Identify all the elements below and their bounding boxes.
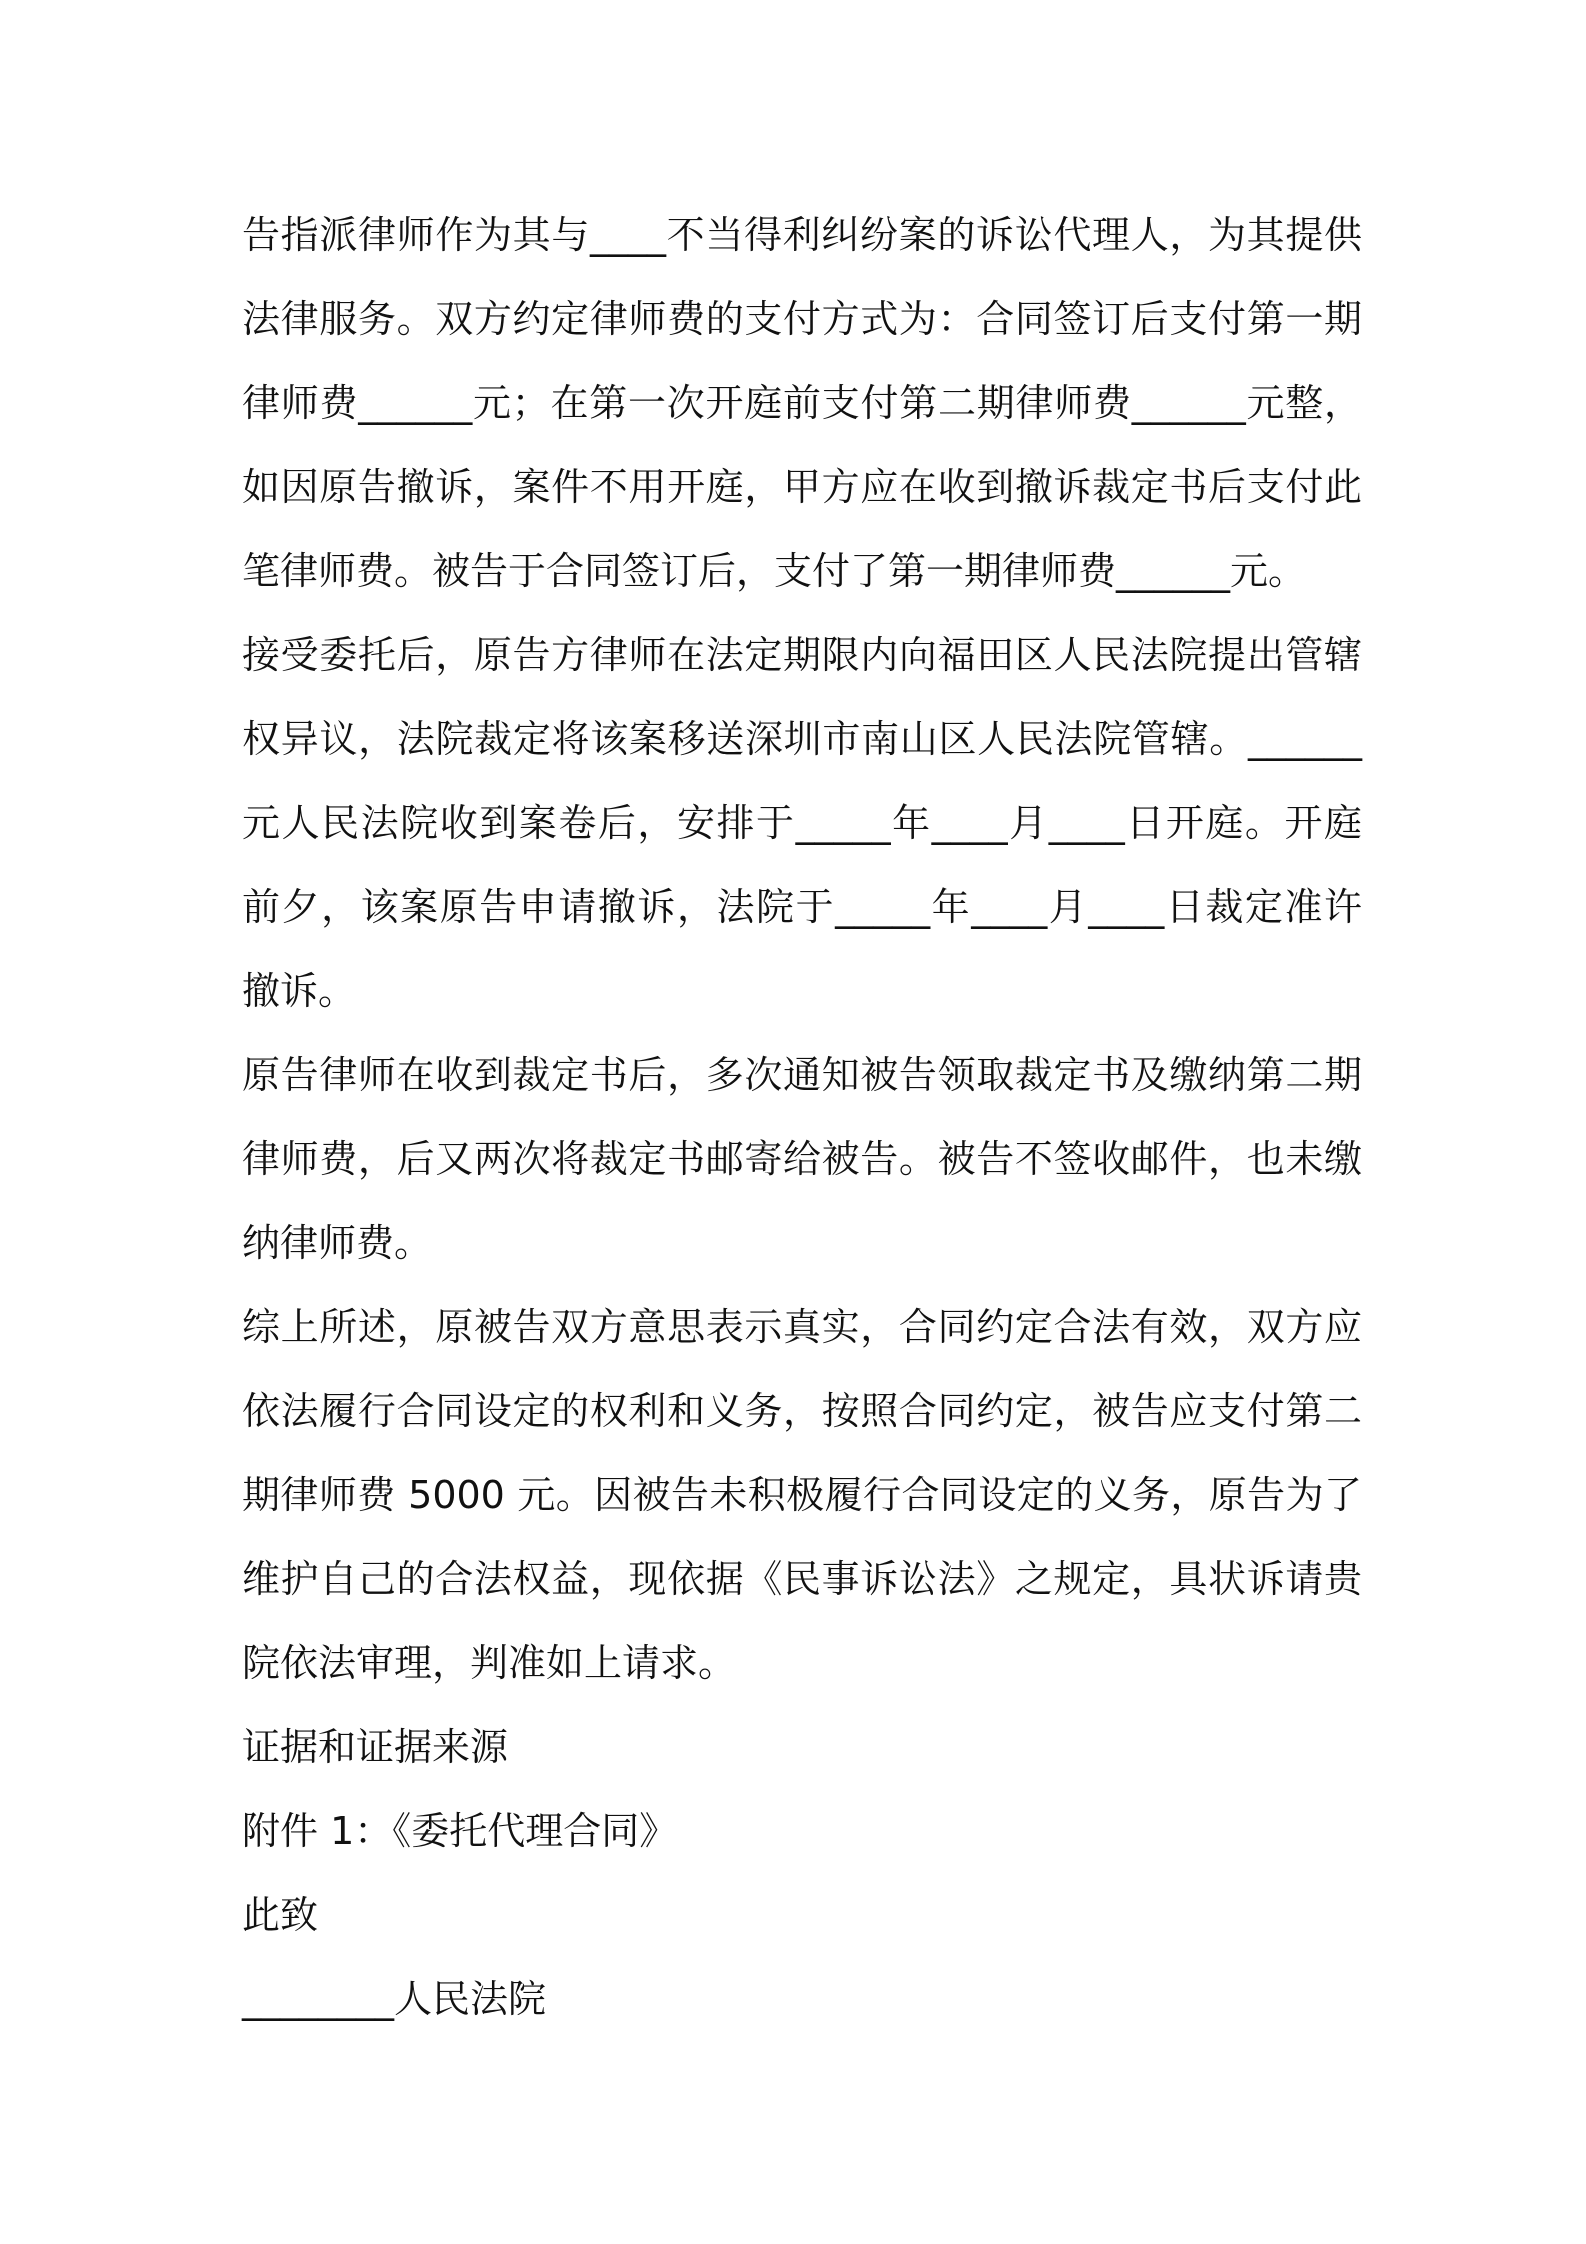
paragraph-fee-agreement: 告指派律师作为其与____不当得利纠纷案的诉讼代理人，为其提供法律服务。双方约定律师费的支付方式为：合同签订后支付第一期律师费______元；在第一次开庭前支付第二期律师费______元整，如因原告撤诉，案件不用开庭，甲方应在收到撤诉裁定书后支付此笔律师费。被告于合同签订后，支付了第一期律师费______元。	[242, 213, 1362, 593]
document-body	[242, 193, 1362, 2041]
court-line: ________人民法院	[242, 1977, 547, 2021]
attachment-line: 附件 1：《委托代理合同》	[242, 1809, 678, 1853]
paragraph-jurisdiction: 接受委托后，原告方律师在法定期限内向福田区人民法院提出管辖权异议，法院裁定将该案移送深圳市南山区人民法院管辖。______元人民法院收到案卷后，安排于_____年____月____日开庭。开庭前夕，该案原告申请撤诉，法院于_____年____月____日裁定准许撤诉。	[242, 633, 1362, 1013]
paragraph-notification: 原告律师在收到裁定书后，多次通知被告领取裁定书及缴纳第二期律师费，后又两次将裁定书邮寄给被告。被告不签收邮件，也未缴纳律师费。	[242, 1053, 1362, 1265]
paragraph-conclusion: 综上所述，原被告双方意思表示真实，合同约定合法有效，双方应依法履行合同设定的权利和义务，按照合同约定，被告应支付第二期律师费 5000 元。因被告未积极履行合同设定的义务，原告为了维护自己的合法权益，现依据《民事诉讼法》之规定，具状诉请贵院依法审理，判准如上请求。	[242, 1305, 1362, 1685]
closing-line: 此致	[242, 1893, 319, 1937]
evidence-heading: 证据和证据来源	[242, 1725, 509, 1769]
